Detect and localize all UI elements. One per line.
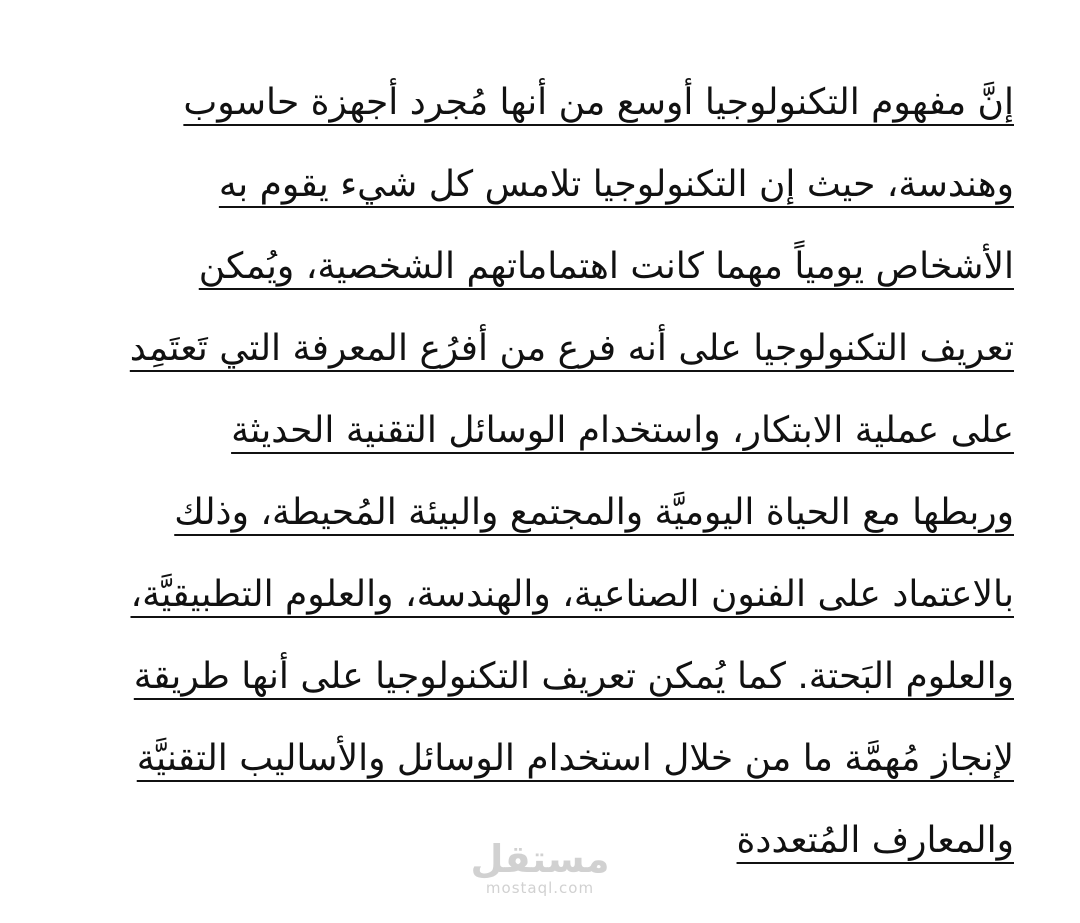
text-line: تعريف التكنولوجيا على أنه فرع من أفرُع المعرفة التي تَعتَمِد [129,328,1014,369]
watermark-logo [470,838,610,896]
text-line: وهندسة، حيث إن التكنولوجيا تلامس كل شيء يقوم به [218,164,1014,205]
text-line: بالاعتماد على الفنون الصناعية، والهندسة، والعلوم التطبيقيَّة، [130,574,1014,615]
text-line: على عملية الابتكار، واستخدام الوسائل التقنية الحديثة [231,410,1014,451]
text-line: إنَّ مفهوم التكنولوجيا أوسع من أنها مُجرد أجهزة حاسوب [183,82,1014,123]
watermark-arabic: مستقل [470,837,610,881]
text-line: لإنجاز مُهمَّة ما من خلال استخدام الوسائل والأساليب التقنيَّة [136,738,1014,779]
paragraph [74,62,1014,882]
text-line: وربطها مع الحياة اليوميَّة والمجتمع والبيئة المُحيطة، وذلك [174,492,1014,533]
watermark-latin: mostaql.com [485,879,595,897]
text-line: والعلوم البَحتة. كما يُمكن تعريف التكنولوجيا على أنها طريقة [133,656,1014,697]
text-line: والمعارف المُتعددة [736,820,1014,861]
text-line: الأشخاص يومياً مهما كانت اهتماماتهم الشخصية، ويُمكن [198,246,1014,287]
